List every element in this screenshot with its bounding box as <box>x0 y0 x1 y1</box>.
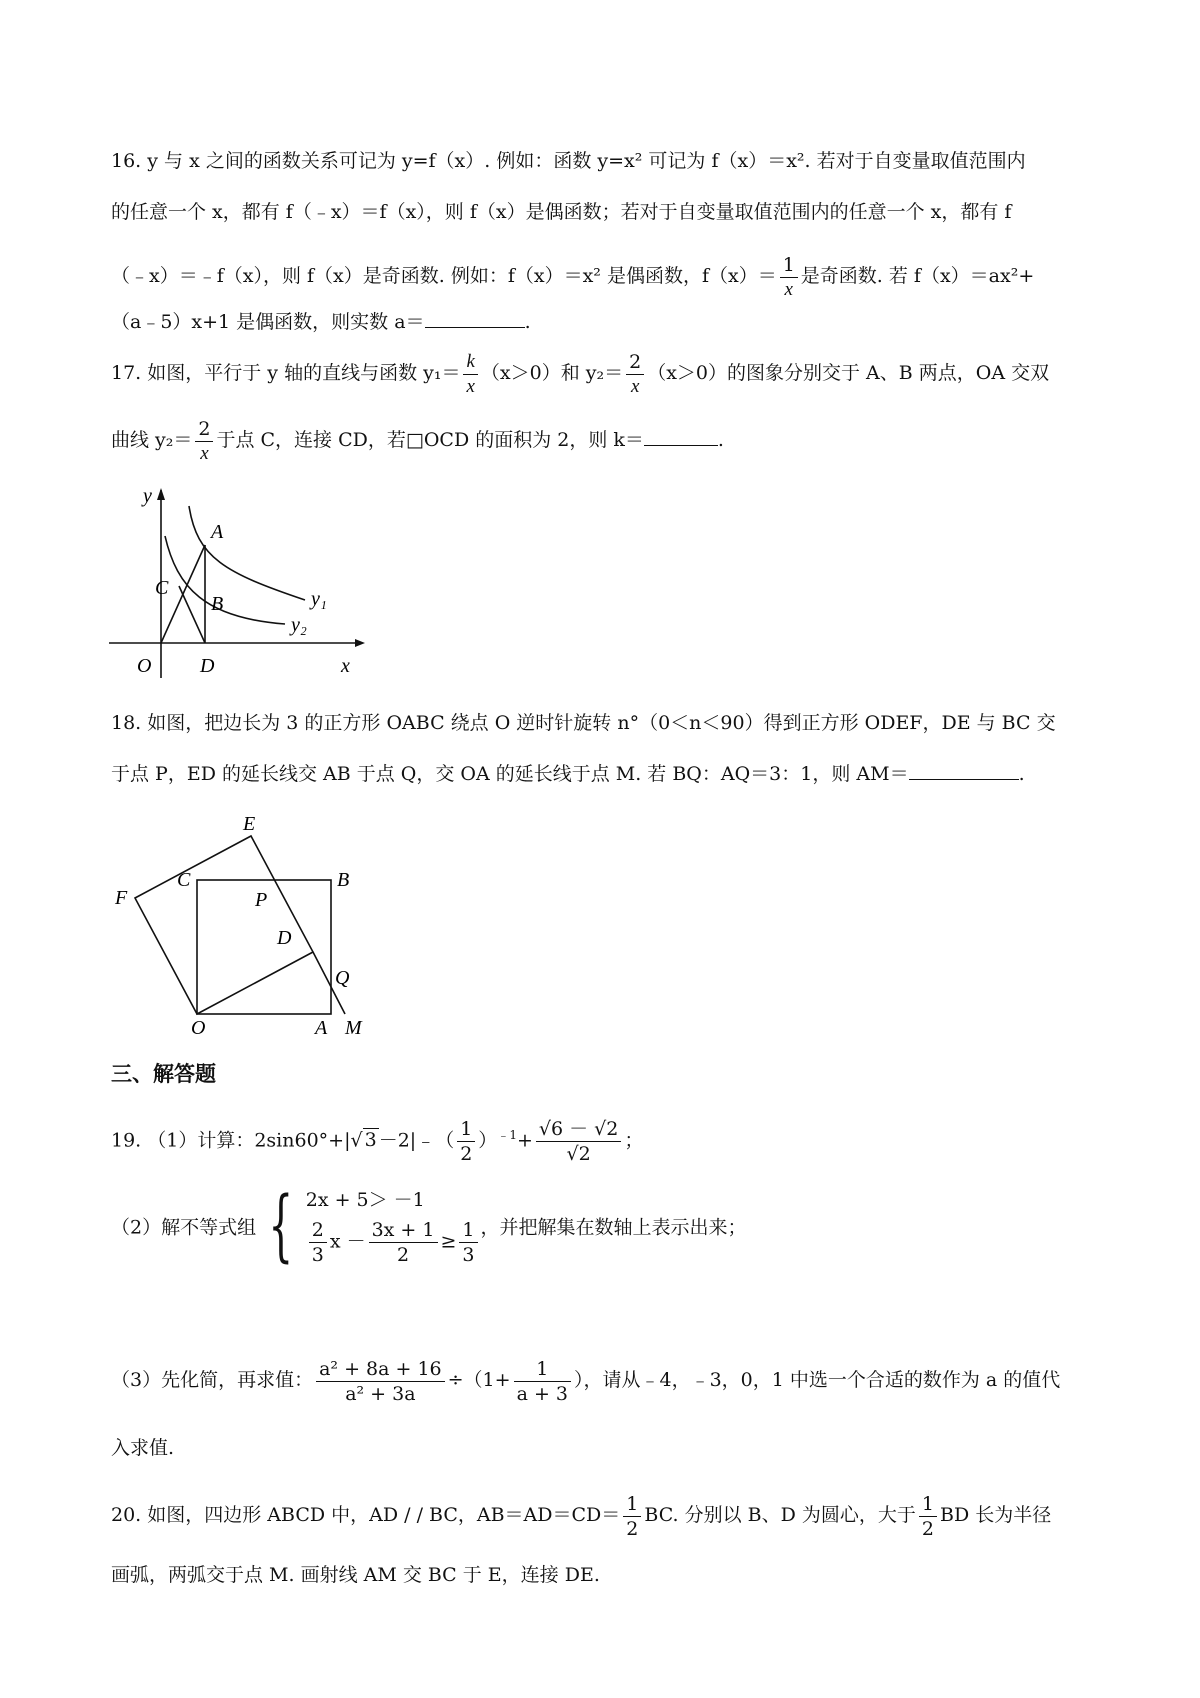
q20-text-c: BD 长为半径 <box>940 1504 1052 1526</box>
q16-line-3-text-a: （﹣x）＝﹣f（x），则 f（x）是奇函数. 例如：f（x）＝x² 是偶函数，f（x）＝ <box>111 265 777 287</box>
q17-text-e: 于点 C，连接 CD，若□OCD 的面积为 2，则 k＝ <box>216 429 644 451</box>
q19-part-3-line-2: 入求值. <box>111 1437 175 1459</box>
label-y1: y₁ <box>311 588 327 610</box>
label-x: x <box>341 655 350 677</box>
q17-line-1 <box>111 345 1049 401</box>
label-O: O <box>137 655 152 677</box>
q19-fraction-1-over-a3 <box>514 1357 571 1406</box>
q17-fraction-k-over-x <box>463 350 477 399</box>
fraction-numerator: k <box>463 350 477 375</box>
line-CD <box>179 586 205 643</box>
q18-line-1: 18. 如图，把边长为 3 的正方形 OABC 绕点 O 逆时针旋转 n°（0＜n＜90）得到正方形 ODEF，DE 与 BC 交 <box>111 712 1056 734</box>
q17-text-c: （x＞0）的图象分别交于 A、B 两点，OA 交双 <box>647 362 1050 384</box>
label-A: A <box>315 1017 328 1034</box>
q17-line-2 <box>111 412 724 468</box>
q19-fraction-half <box>457 1117 475 1166</box>
fraction-numerator: a² + 8a + 16 <box>316 1357 445 1382</box>
q18-line-2-text: 于点 P，ED 的延长线交 AB 于点 Q，交 OA 的延长线于点 M. 若 BQ：AQ＝3：1，则 AM＝ <box>111 763 909 785</box>
q17-fraction-2-over-x-b <box>195 417 213 466</box>
fraction-denominator: a + 3 <box>516 1382 568 1405</box>
label-M: M <box>345 1017 362 1034</box>
q19-p3-label: （3）先化简，再求值： <box>111 1369 314 1391</box>
section-heading-solutions: 三、解答题 <box>111 1062 216 1086</box>
label-C: C <box>155 577 169 599</box>
q20-fraction-half-1 <box>623 1492 641 1541</box>
q19-p1-text-a: 19. （1）计算：2sin60°+| <box>111 1129 351 1152</box>
label-D: D <box>277 927 292 949</box>
fraction <box>309 1218 327 1267</box>
q18-line-2 <box>111 759 1025 789</box>
q16-line-4 <box>111 307 531 337</box>
fraction-denominator: 2 <box>397 1244 410 1266</box>
q18-figure <box>105 812 395 1034</box>
q17-answer-blank[interactable] <box>644 427 718 446</box>
fraction <box>369 1218 438 1267</box>
fraction-numerator: 1 <box>623 1492 641 1517</box>
q17-text-b: （x＞0）和 y₂＝ <box>480 362 624 384</box>
q17-text-a: 17. 如图，平行于 y 轴的直线与函数 y₁＝ <box>111 362 461 384</box>
label-D: D <box>200 655 215 677</box>
q19-part-3 <box>111 1350 1060 1410</box>
q19-part-1 <box>111 1105 643 1170</box>
q20-text-b: BC. 分别以 B、D 为圆心，大于 <box>644 1504 916 1526</box>
q19-exponent: ﹣1 <box>497 1128 517 1142</box>
q19-p1-text-b: －2|﹣（ <box>378 1129 455 1152</box>
q19-ge-sign: ≥ <box>440 1230 457 1253</box>
fraction-denominator: a² + 3a <box>345 1382 416 1405</box>
q19-fraction-expression <box>316 1357 445 1406</box>
q20-text-a: 20. 如图，四边形 ABCD 中，AD / / BC，AB＝AD＝CD＝ <box>111 1504 621 1526</box>
fraction-denominator: x <box>630 375 640 397</box>
q19-semicolon: ； <box>624 1129 644 1152</box>
fraction-denominator: 3 <box>462 1244 475 1266</box>
q19-inequality-2 <box>306 1218 481 1267</box>
label-Q: Q <box>335 967 350 989</box>
q17-figure <box>105 478 395 690</box>
fraction-denominator: 2 <box>460 1142 473 1165</box>
fraction-denominator: x <box>466 375 475 397</box>
q18-answer-blank[interactable] <box>909 761 1019 780</box>
fraction-numerator: 1 <box>457 1117 475 1142</box>
curve-y2 <box>165 536 285 624</box>
label-B: B <box>211 593 224 615</box>
fraction-denominator: 2 <box>921 1517 934 1540</box>
fraction-denominator: 3 <box>311 1244 324 1266</box>
fraction-numerator: 2 <box>626 350 644 375</box>
q19-ineq-mid: x － <box>329 1230 366 1253</box>
label-P: P <box>255 889 268 911</box>
q16-line-4-text: （a﹣5）x+1 是偶函数，则实数 a＝ <box>111 311 425 333</box>
q16-line-1: 16. y 与 x 之间的函数关系可记为 y=f（x）. 例如：函数 y=x² 可记为 f（x）＝x². 若对于自变量取值范围内 <box>111 150 1026 172</box>
q19-p2-label: （2）解不等式组 <box>111 1216 257 1239</box>
q19-inequality-system <box>306 1185 481 1267</box>
q18-period: . <box>1018 763 1025 785</box>
fraction-numerator: 2 <box>309 1218 327 1243</box>
left-brace-icon: { <box>268 1181 294 1271</box>
q19-p2-end: ，并把解集在数轴上表示出来； <box>480 1216 747 1239</box>
fraction-numerator: 1 <box>919 1492 937 1517</box>
q16-line-3-text-b: 是奇函数. 若 f（x）＝ax²+ <box>800 265 1035 287</box>
label-y2: y₂ <box>291 614 307 636</box>
q19-inequality-1: 2x + 5＞ －1 <box>305 1189 425 1211</box>
q20-fraction-half-2 <box>919 1492 937 1541</box>
fraction <box>459 1218 477 1267</box>
q16-period: . <box>524 311 531 333</box>
q17-fraction-2-over-x <box>626 350 644 399</box>
q17-period: . <box>717 429 724 451</box>
label-C: C <box>177 869 191 891</box>
fraction-numerator: 1 <box>514 1357 571 1382</box>
fraction-numerator: 2 <box>195 417 213 442</box>
q16-line-2: 的任意一个 x，都有 f（﹣x）＝f（x），则 f（x）是偶函数；若对于自变量取值范围内的任意一个 x，都有 f <box>111 201 1012 223</box>
fraction-numerator: 1 <box>459 1218 477 1243</box>
y-axis-arrow <box>157 488 165 500</box>
q19-sqrt3-radicand: 3 <box>364 1129 377 1152</box>
fraction-numerator: 1 <box>780 253 798 278</box>
square-ODEF <box>135 836 313 1014</box>
label-O: O <box>191 1017 206 1034</box>
x-axis-arrow <box>355 639 365 647</box>
curve-y1 <box>189 506 305 600</box>
q16-answer-blank[interactable] <box>425 309 525 328</box>
q17-text-d: 曲线 y₂＝ <box>111 429 193 451</box>
q19-fraction-roots <box>536 1117 621 1166</box>
label-A: A <box>211 521 224 543</box>
q19-p3-div: ÷（1+ <box>447 1369 511 1391</box>
q19-p3-end: ），请从﹣4，﹣3，0，1 中选一个合适的数作为 a 的值代 <box>574 1369 1061 1391</box>
label-F: F <box>115 887 128 909</box>
q19-p1-text-c: ） <box>478 1129 498 1152</box>
q20-line-2: 画弧，两弧交于点 M. 画射线 AM 交 BC 于 E，连接 DE. <box>111 1564 600 1586</box>
q19-plus: + <box>516 1129 533 1152</box>
q16-fraction-1-over-x <box>780 253 798 302</box>
label-y: y <box>143 485 152 507</box>
fraction-denominator: x <box>784 278 793 300</box>
sqrt-icon: √ <box>350 1129 363 1152</box>
label-E: E <box>243 813 256 835</box>
fraction-numerator: 3x + 1 <box>369 1218 438 1243</box>
q19-part-2 <box>111 1181 747 1271</box>
q20-line-1 <box>111 1485 1051 1545</box>
fraction-denominator: 2 <box>626 1517 639 1540</box>
fraction-denominator: √2 <box>566 1142 591 1165</box>
fraction-numerator: √6 － √2 <box>536 1117 621 1142</box>
q16-line-3 <box>111 248 1034 304</box>
label-B: B <box>337 869 350 891</box>
fraction-denominator: x <box>200 442 209 464</box>
